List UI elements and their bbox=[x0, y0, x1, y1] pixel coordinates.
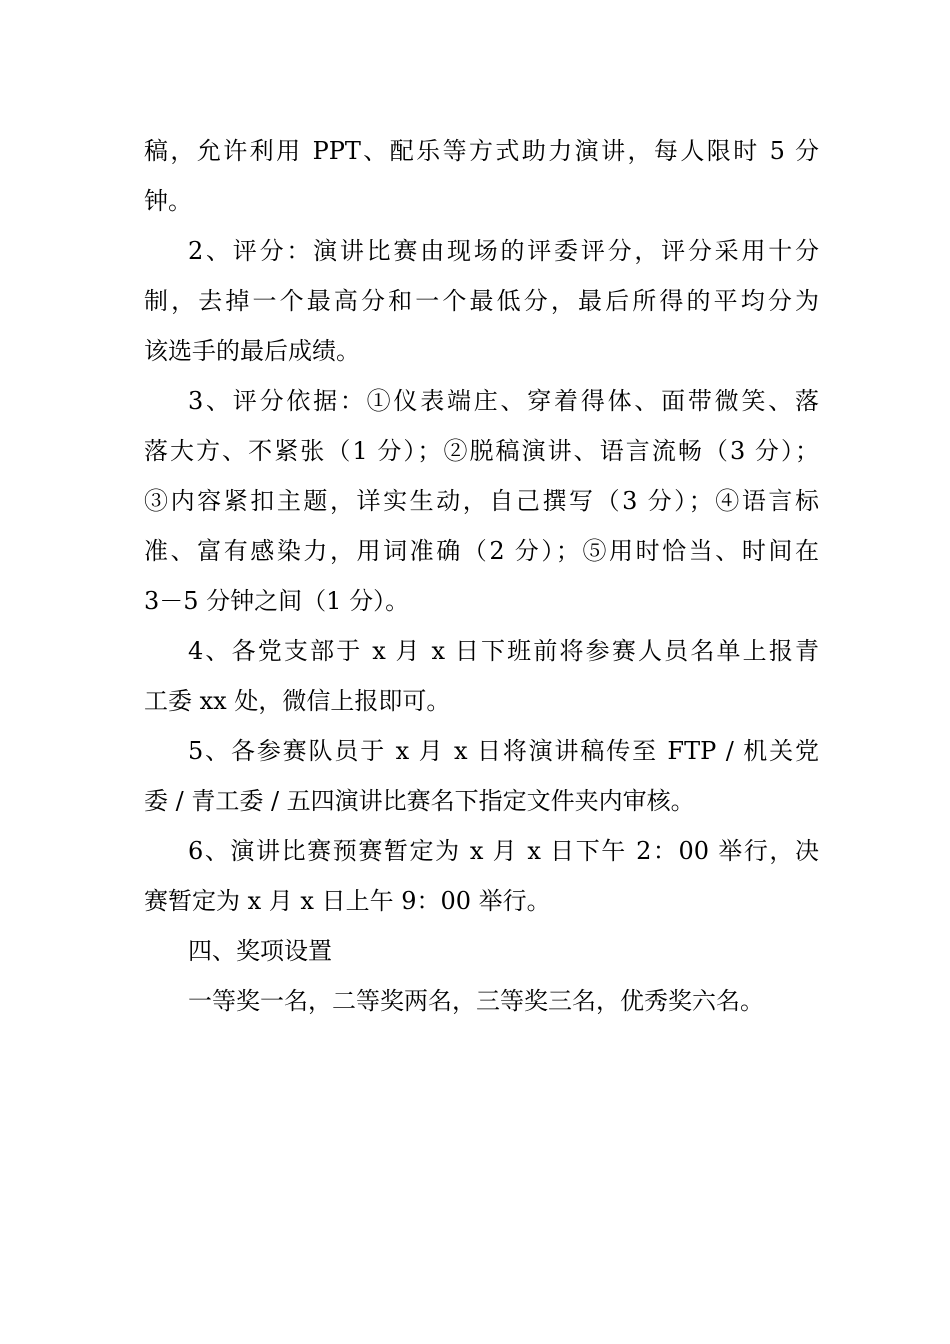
text-line: 5、各参赛队员于 x 月 x 日将演讲稿传至 FTP / 机关党 bbox=[188, 737, 819, 765]
text-line: 工委 xx 处，微信上报即可。 bbox=[144, 687, 451, 715]
paragraph-awards bbox=[144, 976, 819, 1026]
text-line: 3、评分依据：①仪表端庄、穿着得体、面带微笑、落 bbox=[188, 387, 819, 415]
paragraph-scoring-criteria bbox=[144, 376, 819, 626]
text-line: 稿，允许利用 PPT、配乐等方式助力演讲，每人限时 5 分 bbox=[144, 137, 819, 165]
text-line: 赛暂定为 x 月 x 日上午 9：00 举行。 bbox=[144, 887, 551, 915]
text-line: 委 / 青工委 / 五四演讲比赛名下指定文件夹内审核。 bbox=[144, 787, 695, 815]
text-line: 4、各党支部于 x 月 x 日下班前将参赛人员名单上报青 bbox=[188, 637, 819, 665]
section-heading-awards bbox=[144, 926, 819, 976]
text-line: 落大方、不紧张（1 分）；②脱稿演讲、语言流畅（3 分）； bbox=[144, 437, 819, 465]
text-line: 制，去掉一个最高分和一个最低分，最后所得的平均分为 bbox=[144, 287, 819, 315]
text-line: 准、富有感染力，用词准确（2 分）；⑤用时恰当、时间在 bbox=[144, 537, 819, 565]
text-line: 一等奖一名，二等奖两名，三等奖三名，优秀奖六名。 bbox=[188, 987, 764, 1015]
text-line: 四、奖项设置 bbox=[188, 937, 332, 965]
text-line: ③内容紧扣主题，详实生动，自己撰写（3 分）；④语言标 bbox=[144, 487, 819, 515]
text-line: 钟。 bbox=[144, 187, 192, 215]
text-line: 3－5 分钟之间（1 分）。 bbox=[144, 587, 410, 615]
paragraph-submission bbox=[144, 726, 819, 826]
paragraph-schedule bbox=[144, 826, 819, 926]
document-body bbox=[144, 126, 819, 1026]
paragraph-scoring bbox=[144, 226, 819, 376]
text-line: 该选手的最后成绩。 bbox=[144, 337, 360, 365]
paragraph-format-continuation bbox=[144, 126, 819, 226]
text-line: 6、演讲比赛预赛暂定为 x 月 x 日下午 2：00 举行，决 bbox=[188, 837, 819, 865]
text-line: 2、评分：演讲比赛由现场的评委评分，评分采用十分 bbox=[188, 237, 819, 265]
paragraph-registration bbox=[144, 626, 819, 726]
